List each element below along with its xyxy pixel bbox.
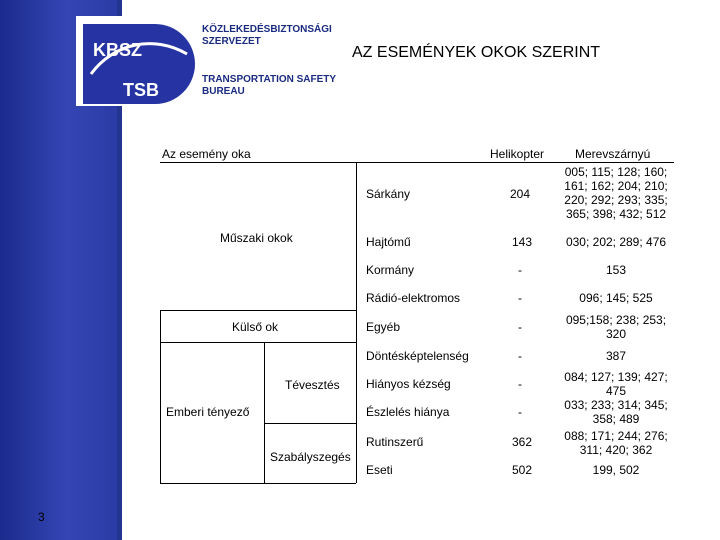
row-cause: Rutinszerű xyxy=(366,435,424,449)
rule-violation-top xyxy=(264,423,356,424)
row-helicopter: 502 xyxy=(512,463,533,477)
logo-line-2: SZERVEZET xyxy=(202,36,261,47)
row-cause: Eseti xyxy=(366,463,393,477)
row-cause: Kormány xyxy=(366,263,415,277)
header-fixed-wing: Merevszárnyú xyxy=(575,147,651,161)
logo-abbr-hu: KBSZ xyxy=(93,40,142,60)
row-cause: Döntésképtelenség xyxy=(366,349,469,363)
row-fixed-wing: 030; 202; 289; 476 xyxy=(565,235,667,249)
row-fixed-wing: 387 xyxy=(605,349,627,363)
row-cause: Sárkány xyxy=(366,187,411,201)
group-human: Emberi tényező xyxy=(166,405,250,419)
slide-title: AZ ESEMÉNYEK OKOK SZERINT xyxy=(352,44,601,61)
row-cause: Hajtómű xyxy=(366,235,411,249)
header-cause: Az esemény oka xyxy=(162,147,251,161)
causes-table xyxy=(160,145,674,485)
table-bottom-left xyxy=(160,483,356,484)
row-cause: Egyéb xyxy=(366,320,401,334)
row-cause: Észlelés hiánya xyxy=(366,405,450,419)
row-helicopter: - xyxy=(518,405,522,419)
logo-line-3: TRANSPORTATION SAFETY xyxy=(202,74,337,85)
cause-column-left-border xyxy=(356,162,357,483)
row-helicopter: - xyxy=(518,320,522,334)
row-fixed-wing: 199, 502 xyxy=(592,463,640,477)
header-helicopter: Helikopter xyxy=(490,147,545,161)
logo-line-1: KÖZLEKEDÉSBIZTONSÁGI xyxy=(202,24,332,35)
row-helicopter: - xyxy=(518,263,522,277)
row-cause: Hiányos kézség xyxy=(366,377,451,391)
logo-swoosh-icon xyxy=(83,24,195,104)
logo-emblem xyxy=(83,24,195,104)
row-fixed-wing: 153 xyxy=(605,263,627,277)
external-human-left-border xyxy=(160,310,161,483)
row-fixed-wing: 095;158; 238; 253; 320 xyxy=(565,313,667,341)
group-rule-violation: Szabályszegés xyxy=(270,450,351,464)
row-fixed-wing: 033; 233; 314; 345; 358; 489 xyxy=(564,398,668,426)
kbsz-tsb-logo xyxy=(76,16,353,106)
row-helicopter: - xyxy=(518,377,522,391)
human-subgroup-divider xyxy=(264,342,265,483)
row-fixed-wing: 096; 145; 525 xyxy=(579,291,653,305)
logo-line-4: BUREAU xyxy=(202,86,245,97)
row-helicopter: 362 xyxy=(512,435,533,449)
page-number: 3 xyxy=(38,510,45,524)
row-helicopter: - xyxy=(518,349,522,363)
group-technical: Műszaki okok xyxy=(220,231,293,245)
human-group-top xyxy=(160,342,356,343)
group-misjudgment: Tévesztés xyxy=(285,378,340,392)
row-cause: Rádió-elektromos xyxy=(366,291,461,305)
external-group-top xyxy=(160,310,356,311)
row-fixed-wing: 005; 115; 128; 160; 161; 162; 204; 210; 220; 292; 293; 335; 365; 398; 432; 512 xyxy=(564,165,668,221)
row-fixed-wing: 088; 171; 244; 276; 311; 420; 362 xyxy=(564,429,668,457)
row-fixed-wing: 084; 127; 139; 427; 475 xyxy=(564,370,668,398)
row-helicopter: 143 xyxy=(512,235,533,249)
logo-abbr-en: TSB xyxy=(123,80,159,100)
header-separator xyxy=(160,162,674,163)
group-external: Külső ok xyxy=(232,320,279,334)
row-helicopter: - xyxy=(518,291,522,305)
row-helicopter: 204 xyxy=(510,187,531,201)
